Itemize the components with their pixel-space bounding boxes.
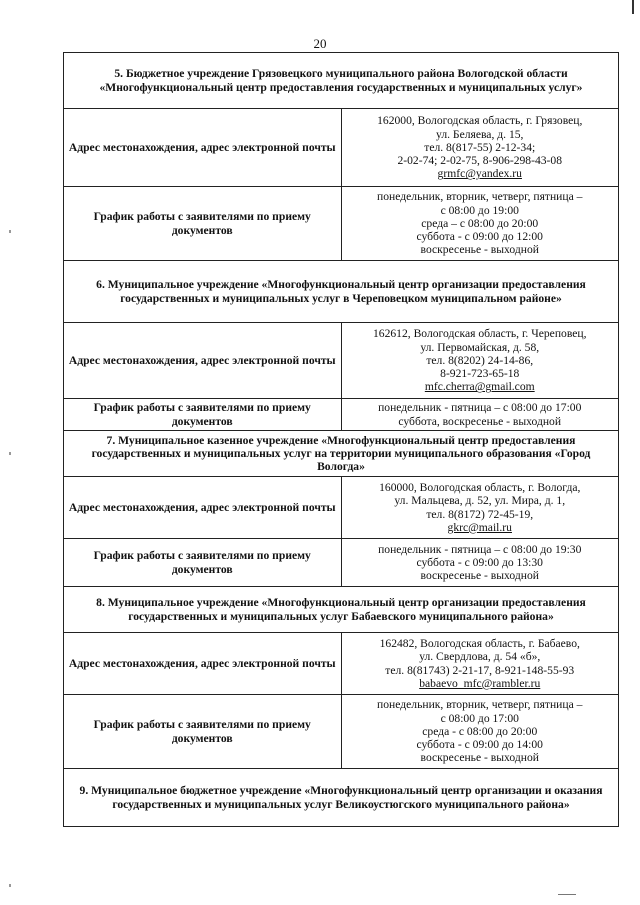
address-line: 8-921-723-65-18 <box>440 367 520 381</box>
schedule-line: понедельник - пятница – с 08:00 до 17:00 <box>378 401 582 415</box>
schedule-line: суббота - с 09:00 до 13:30 <box>416 555 543 569</box>
address-label: Адрес местонахождения, адрес электронной почты <box>64 633 342 695</box>
address-line: ул. Первомайская, д. 58, <box>420 340 540 354</box>
schedule-line: суббота, воскресенье - выходной <box>398 414 562 428</box>
section-heading: 9. Муниципальное бюджетное учреждение «Многофункциональный центр организации и оказания государственных и муниципальных услуг Великоустюгского муниципального района» <box>64 769 619 827</box>
address-line: ул. Свердлова, д. 54 «б», <box>419 650 541 664</box>
schedule-line: понедельник - пятница – с 08:00 до 19:30 <box>378 542 582 556</box>
address-line: тел. 8(81743) 2-21-17, 8-921-148-55-93 <box>385 663 575 677</box>
address-line: тел. 8(8202) 24-14-86, <box>426 353 534 367</box>
address-label: Адрес местонахождения, адрес электронной почты <box>64 109 342 187</box>
schedule-line: среда - с 08:00 до 20:00 <box>422 724 538 738</box>
schedule-line: воскресенье - выходной <box>420 751 539 765</box>
address-value <box>341 477 619 539</box>
page-number: 20 <box>313 36 327 51</box>
email-link[interactable]: grmfc@yandex.ru <box>437 167 522 181</box>
scan-speck <box>9 230 11 233</box>
section-heading: 6. Муниципальное учреждение «Многофункциональный центр организации предоставления государственных и муниципальных услуг в Череповецком муниципальном районе» <box>64 261 619 323</box>
address-line: 162000, Вологодская область, г. Грязовец, <box>377 114 583 128</box>
schedule-label: График работы с заявителями по приему документов <box>64 399 342 431</box>
email-link[interactable]: mfc.cherra@gmail.com <box>424 380 535 394</box>
address-line: ул. Мальцева, д. 52, ул. Мира, д. 1, <box>394 494 566 508</box>
schedule-label: График работы с заявителями по приему документов <box>64 539 342 587</box>
schedule-line: понедельник, вторник, четверг, пятница – <box>377 190 583 204</box>
schedule-label: График работы с заявителями по приему документов <box>64 695 342 769</box>
email-link[interactable]: babaevo_mfc@rambler.ru <box>419 676 541 690</box>
schedule-line: воскресенье - выходной <box>420 569 539 583</box>
schedule-line: понедельник, вторник, четверг, пятница – <box>377 698 583 712</box>
scan-speck <box>558 894 576 895</box>
address-value <box>341 633 619 695</box>
section-heading: 8. Муниципальное учреждение «Многофункциональный центр организации предоставления государственных и муниципальных услуг Бабаевского муниципального района» <box>64 587 619 633</box>
address-value <box>341 323 619 399</box>
address-line: тел. 8(817-55) 2-12-34; <box>424 140 536 154</box>
schedule-line: суббота - с 09:00 до 14:00 <box>416 738 543 752</box>
address-line: тел. 8(8172) 72-45-19, <box>426 507 534 521</box>
address-line: 2-02-74; 2-02-75, 8-906-298-43-08 <box>397 154 563 168</box>
address-line: 162612, Вологодская область, г. Череповец, <box>372 327 587 341</box>
address-line: 160000, Вологодская область, г. Вологда, <box>379 480 581 494</box>
section-heading: 7. Муниципальное казенное учреждение «Многофункциональный центр предоставления государственных и муниципальных услуг на территории муниципального образования «Город Вологда» <box>64 431 619 477</box>
section-heading: 5. Бюджетное учреждение Грязовецкого муниципального района Вологодской области «Многофункциональный центр предоставления государственных и муниципальных услуг» <box>64 53 619 109</box>
institutions-table <box>63 52 619 827</box>
schedule-value <box>341 695 619 769</box>
schedule-label: График работы с заявителями по приему документов <box>64 187 342 261</box>
schedule-value <box>341 539 619 587</box>
scan-speck <box>9 884 11 887</box>
email-link[interactable]: gkrc@mail.ru <box>447 520 512 534</box>
schedule-line: с 08:00 до 19:00 <box>440 203 519 217</box>
address-label: Адрес местонахождения, адрес электронной почты <box>64 323 342 399</box>
address-line: ул. Беляева, д. 15, <box>436 127 524 141</box>
address-label: Адрес местонахождения, адрес электронной почты <box>64 477 342 539</box>
schedule-value <box>341 187 619 261</box>
schedule-line: с 08:00 до 17:00 <box>440 711 519 725</box>
address-value <box>341 109 619 187</box>
address-line: 162482, Вологодская область, г. Бабаево, <box>379 636 580 650</box>
schedule-line: воскресенье - выходной <box>420 243 539 257</box>
scan-edge-mark <box>622 0 634 14</box>
schedule-value <box>341 399 619 431</box>
schedule-line: суббота - с 09:00 до 12:00 <box>416 230 543 244</box>
scan-speck <box>9 452 11 455</box>
schedule-line: среда – с 08:00 до 20:00 <box>421 216 539 230</box>
